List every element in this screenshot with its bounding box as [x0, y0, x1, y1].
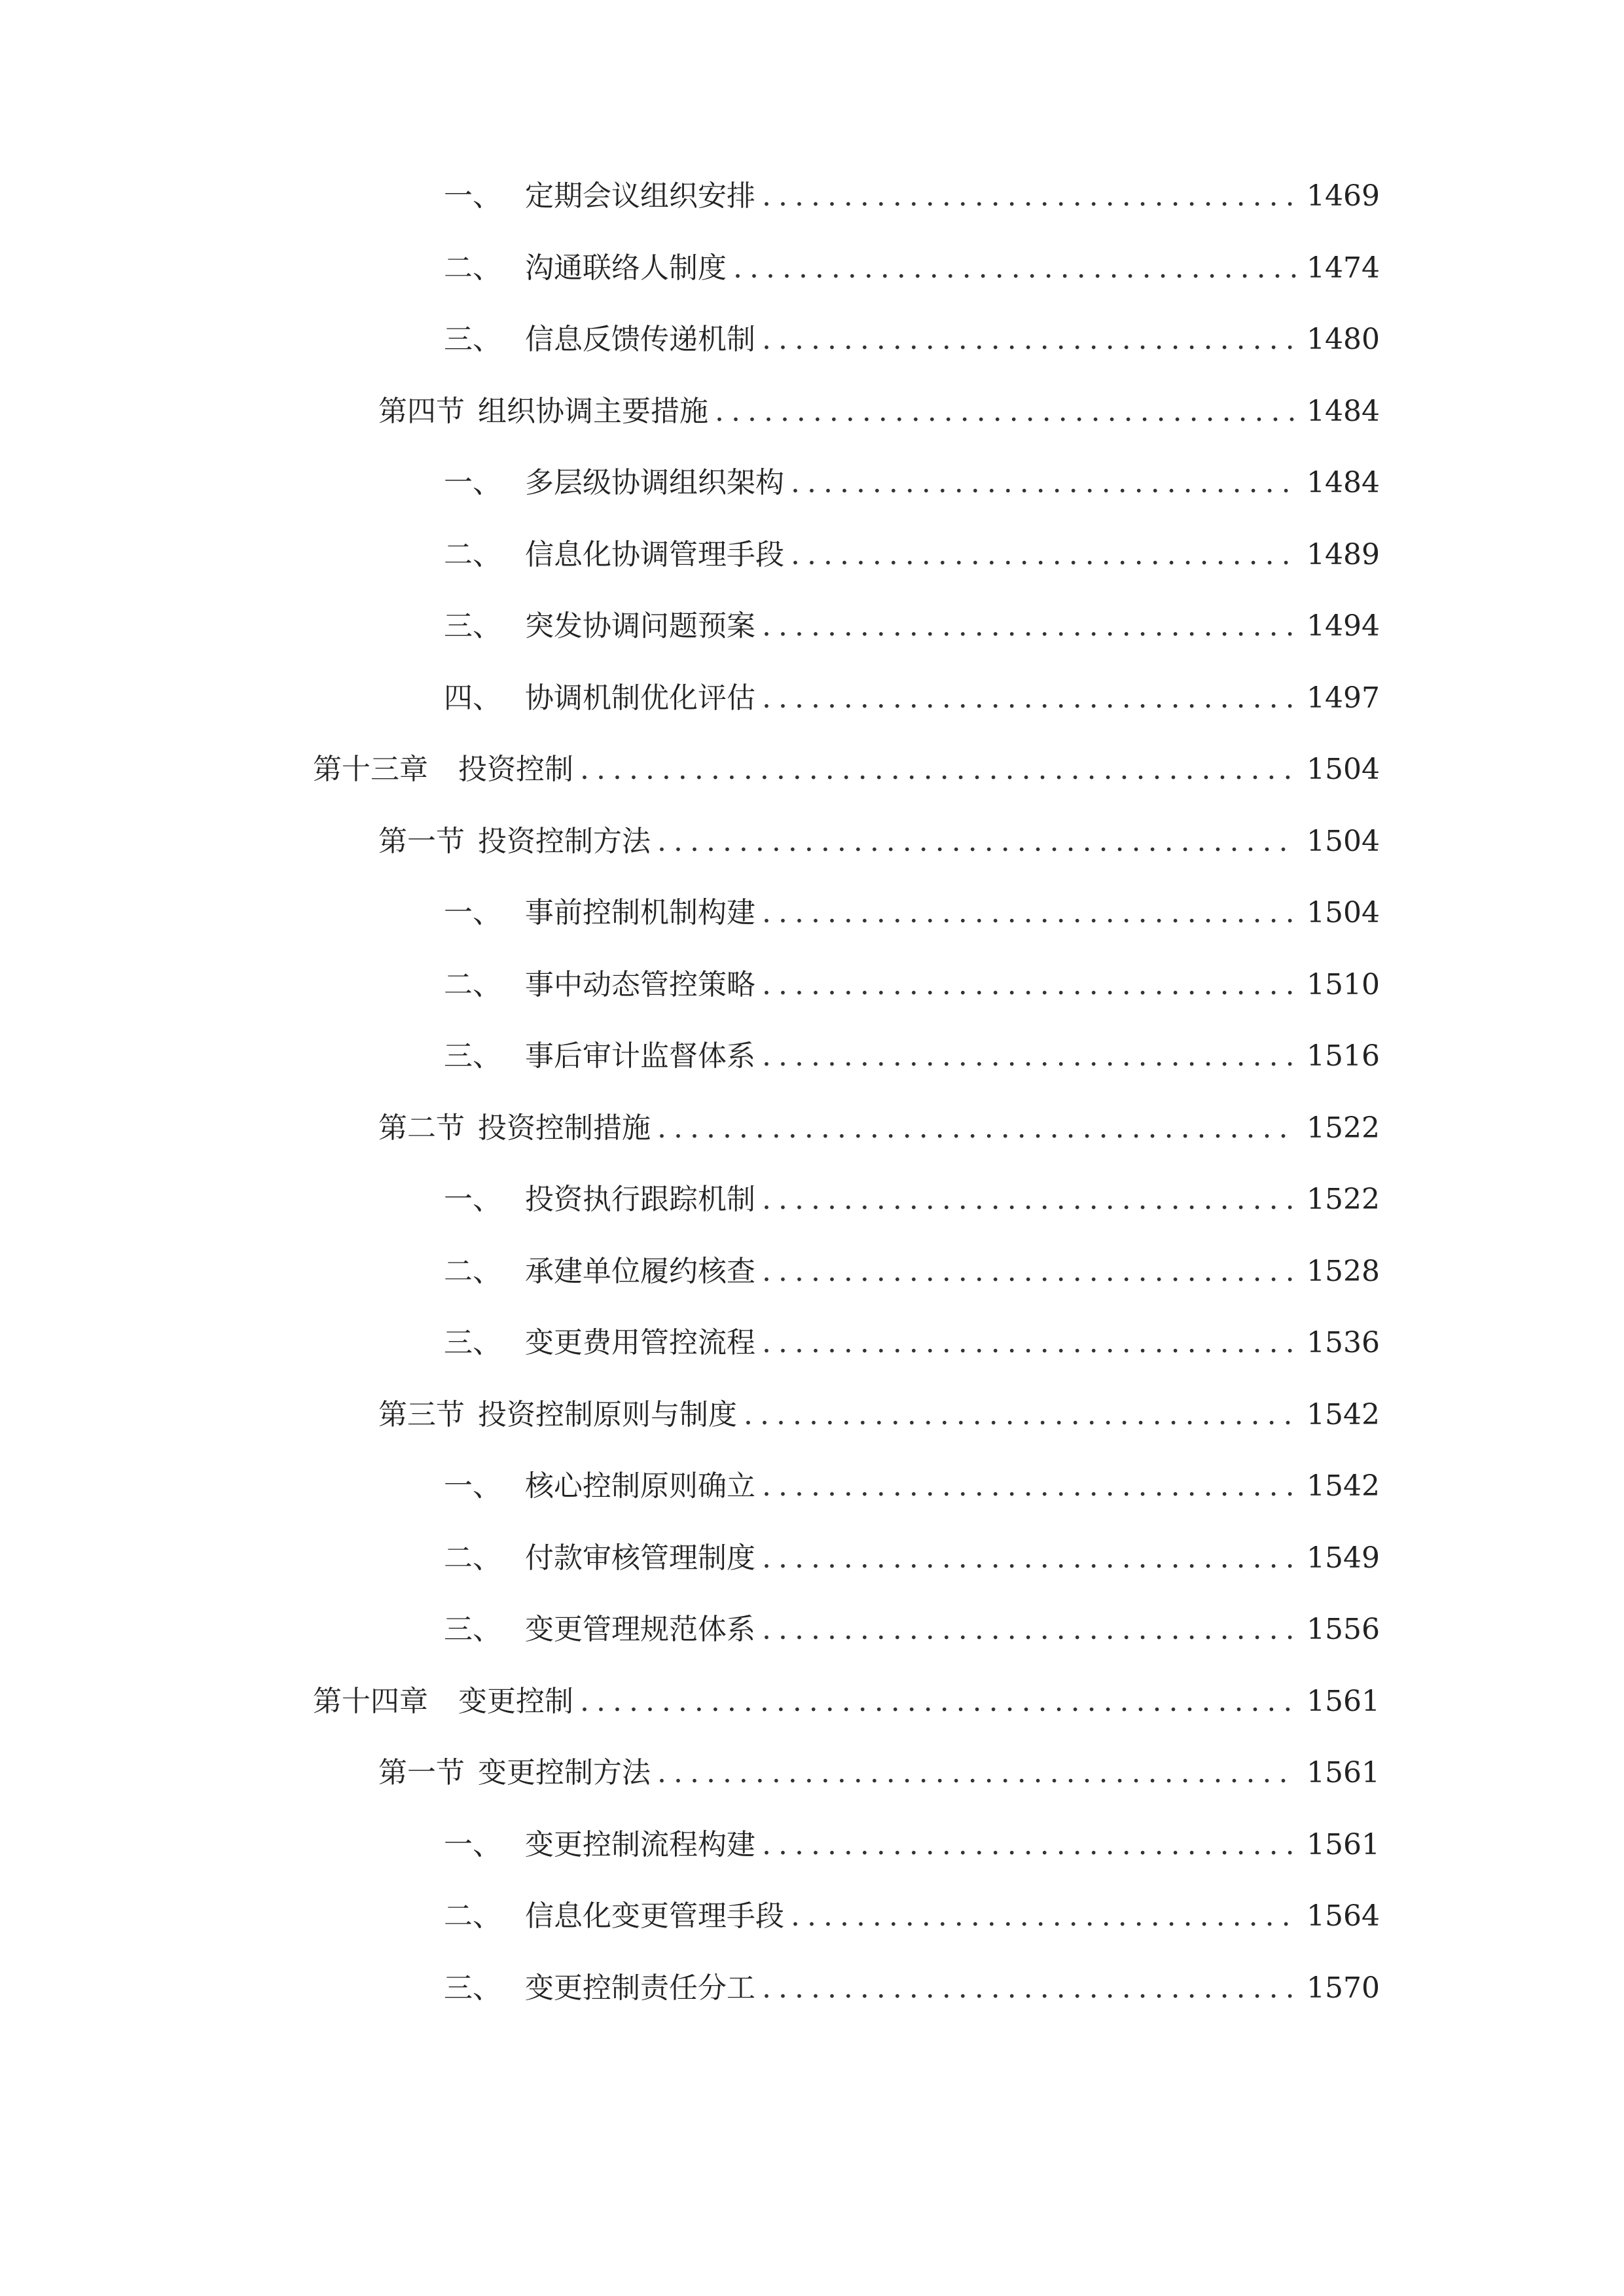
toc-entry-title: 协调机制优化评估	[525, 681, 755, 715]
dot-leader	[791, 532, 1297, 578]
toc-entry-title: 变更控制责任分工	[525, 1971, 755, 2005]
dot-leader	[762, 1033, 1297, 1079]
dot-leader	[715, 389, 1297, 435]
toc-entry[interactable]	[444, 1965, 1380, 2011]
toc-entry-number: 二、	[444, 968, 501, 1001]
dot-leader	[762, 1822, 1297, 1868]
toc-entry-number: 三、	[444, 1613, 501, 1646]
dot-leader	[733, 245, 1297, 291]
toc-entry-page-number: 1484	[1307, 466, 1380, 499]
toc-entry-number: 二、	[444, 1255, 501, 1288]
toc-entry-number: 第四节	[378, 395, 465, 428]
toc-entry[interactable]	[444, 1249, 1380, 1295]
toc-entry-page-number: 1556	[1307, 1613, 1380, 1646]
toc-entry[interactable]	[444, 245, 1380, 291]
toc-entry-page-number: 1504	[1307, 753, 1380, 786]
toc-entry[interactable]	[378, 1392, 1380, 1438]
toc-entry-title: 变更控制流程构建	[525, 1828, 755, 1861]
dot-leader	[657, 1105, 1297, 1151]
toc-entry[interactable]	[444, 532, 1380, 578]
toc-entry-number: 第三节	[378, 1398, 465, 1431]
toc-entry[interactable]	[444, 460, 1380, 506]
toc-entry[interactable]	[444, 1893, 1380, 1939]
dot-leader	[762, 1463, 1297, 1509]
toc-entry[interactable]	[444, 675, 1380, 721]
toc-entry[interactable]	[444, 1177, 1380, 1223]
toc-entry-title: 投资执行跟踪机制	[525, 1183, 755, 1216]
toc-entry-number: 三、	[444, 1971, 501, 2005]
toc-entry-number: 二、	[444, 1899, 501, 1933]
toc-entry-page-number: 1516	[1307, 1039, 1380, 1073]
toc-entry[interactable]	[444, 962, 1380, 1008]
toc-entry-number: 第一节	[378, 1756, 465, 1789]
toc-entry-number: 二、	[444, 1541, 501, 1575]
toc-entry-title: 投资控制	[458, 753, 573, 786]
toc-entry-page-number: 1570	[1307, 1971, 1380, 2005]
toc-entry-page-number: 1542	[1307, 1398, 1380, 1431]
toc-entry-number: 一、	[444, 1183, 501, 1216]
dot-leader	[762, 962, 1297, 1008]
toc-entry-title: 组织协调主要措施	[478, 395, 708, 428]
toc-entry-number: 二、	[444, 251, 501, 285]
toc-entry-page-number: 1494	[1307, 609, 1380, 643]
toc-entry-page-number: 1536	[1307, 1326, 1380, 1359]
dot-leader	[744, 1392, 1297, 1438]
toc-entry-title: 信息化变更管理手段	[525, 1899, 784, 1933]
toc-entry-title: 信息反馈传递机制	[525, 323, 755, 356]
toc-entry[interactable]	[444, 173, 1380, 219]
toc-entry-number: 一、	[444, 179, 501, 213]
toc-entry[interactable]	[444, 317, 1380, 363]
toc-entry-number: 一、	[444, 1828, 501, 1861]
dot-leader	[762, 1607, 1297, 1653]
toc-entry[interactable]	[378, 819, 1380, 865]
toc-entry-page-number: 1504	[1307, 896, 1380, 929]
toc-entry[interactable]	[444, 1535, 1380, 1581]
toc-entry[interactable]	[444, 1607, 1380, 1653]
toc-entry-title: 定期会议组织安排	[525, 179, 755, 213]
toc-entry-title: 变更控制	[458, 1685, 573, 1718]
toc-entry-number: 三、	[444, 609, 501, 643]
toc-entry-page-number: 1497	[1307, 681, 1380, 715]
toc-entry[interactable]	[313, 1679, 1380, 1725]
toc-entry[interactable]	[378, 1750, 1380, 1796]
dot-leader	[791, 460, 1297, 506]
toc-entry-title: 沟通联络人制度	[525, 251, 727, 285]
dot-leader	[791, 1893, 1297, 1939]
toc-entry-number: 一、	[444, 466, 501, 499]
toc-entry-number: 二、	[444, 538, 501, 571]
toc-entry-title: 变更费用管控流程	[525, 1326, 755, 1359]
toc-entry-page-number: 1474	[1307, 251, 1380, 285]
dot-leader	[762, 1965, 1297, 2011]
dot-leader	[762, 173, 1297, 219]
toc-entry-page-number: 1522	[1307, 1183, 1380, 1216]
toc-entry-title: 投资控制原则与制度	[478, 1398, 737, 1431]
toc-entry-title: 事后审计监督体系	[525, 1039, 755, 1073]
toc-entry[interactable]	[444, 1822, 1380, 1868]
dot-leader	[657, 1750, 1297, 1796]
toc-entry-page-number: 1484	[1307, 395, 1380, 428]
toc-entry-number: 第十四章	[313, 1685, 428, 1718]
dot-leader	[762, 317, 1297, 363]
toc-entry-number: 三、	[444, 1039, 501, 1073]
toc-entry[interactable]	[444, 890, 1380, 936]
dot-leader	[762, 1177, 1297, 1223]
toc-entry[interactable]	[444, 1033, 1380, 1079]
toc-entry-title: 变更管理规范体系	[525, 1613, 755, 1646]
toc-entry-page-number: 1528	[1307, 1255, 1380, 1288]
toc-entry[interactable]	[378, 389, 1380, 435]
toc-entry[interactable]	[444, 1463, 1380, 1509]
toc-entry-title: 投资控制措施	[478, 1111, 651, 1145]
dot-leader	[580, 747, 1297, 793]
toc-entry-page-number: 1510	[1307, 968, 1380, 1001]
dot-leader	[762, 675, 1297, 721]
toc-entry-title: 投资控制方法	[478, 825, 651, 858]
toc-entry-number: 第十三章	[313, 753, 428, 786]
toc-entry-number: 四、	[444, 681, 501, 715]
toc-entry-title: 信息化协调管理手段	[525, 538, 784, 571]
toc-entry-page-number: 1542	[1307, 1469, 1380, 1503]
toc-entry-number: 三、	[444, 1326, 501, 1359]
toc-entry-page-number: 1561	[1307, 1828, 1380, 1861]
toc-entry-title: 事中动态管控策略	[525, 968, 755, 1001]
toc-entry-number: 三、	[444, 323, 501, 356]
toc-entry-title: 变更控制方法	[478, 1756, 651, 1789]
dot-leader	[762, 1535, 1297, 1581]
toc-entry-page-number: 1561	[1307, 1756, 1380, 1789]
toc-entry-page-number: 1489	[1307, 538, 1380, 571]
toc-entry-page-number: 1469	[1307, 179, 1380, 213]
toc-entry-title: 承建单位履约核查	[525, 1255, 755, 1288]
toc-entry-page-number: 1504	[1307, 825, 1380, 858]
toc-entry-page-number: 1564	[1307, 1899, 1380, 1933]
toc-entry[interactable]	[444, 603, 1380, 649]
toc-entry-number: 一、	[444, 1469, 501, 1503]
dot-leader	[580, 1679, 1297, 1725]
dot-leader	[762, 1320, 1297, 1366]
toc-entry-number: 第一节	[378, 825, 465, 858]
toc-entry-title: 事前控制机制构建	[525, 896, 755, 929]
toc-entry[interactable]	[378, 1105, 1380, 1151]
toc-entry[interactable]	[444, 1320, 1380, 1366]
toc-entry-number: 一、	[444, 896, 501, 929]
toc-entry-title: 付款审核管理制度	[525, 1541, 755, 1575]
toc-entry-page-number: 1480	[1307, 323, 1380, 356]
dot-leader	[762, 890, 1297, 936]
dot-leader	[762, 603, 1297, 649]
toc-entry-title: 突发协调问题预案	[525, 609, 755, 643]
toc-entry-title: 核心控制原则确立	[525, 1469, 755, 1503]
toc-entry-page-number: 1561	[1307, 1685, 1380, 1718]
toc-entry-page-number: 1549	[1307, 1541, 1380, 1575]
dot-leader	[657, 819, 1297, 865]
toc-entry-number: 第二节	[378, 1111, 465, 1145]
toc-entry[interactable]	[313, 747, 1380, 793]
toc-entry-page-number: 1522	[1307, 1111, 1380, 1145]
dot-leader	[762, 1249, 1297, 1295]
toc-entry-title: 多层级协调组织架构	[525, 466, 784, 499]
